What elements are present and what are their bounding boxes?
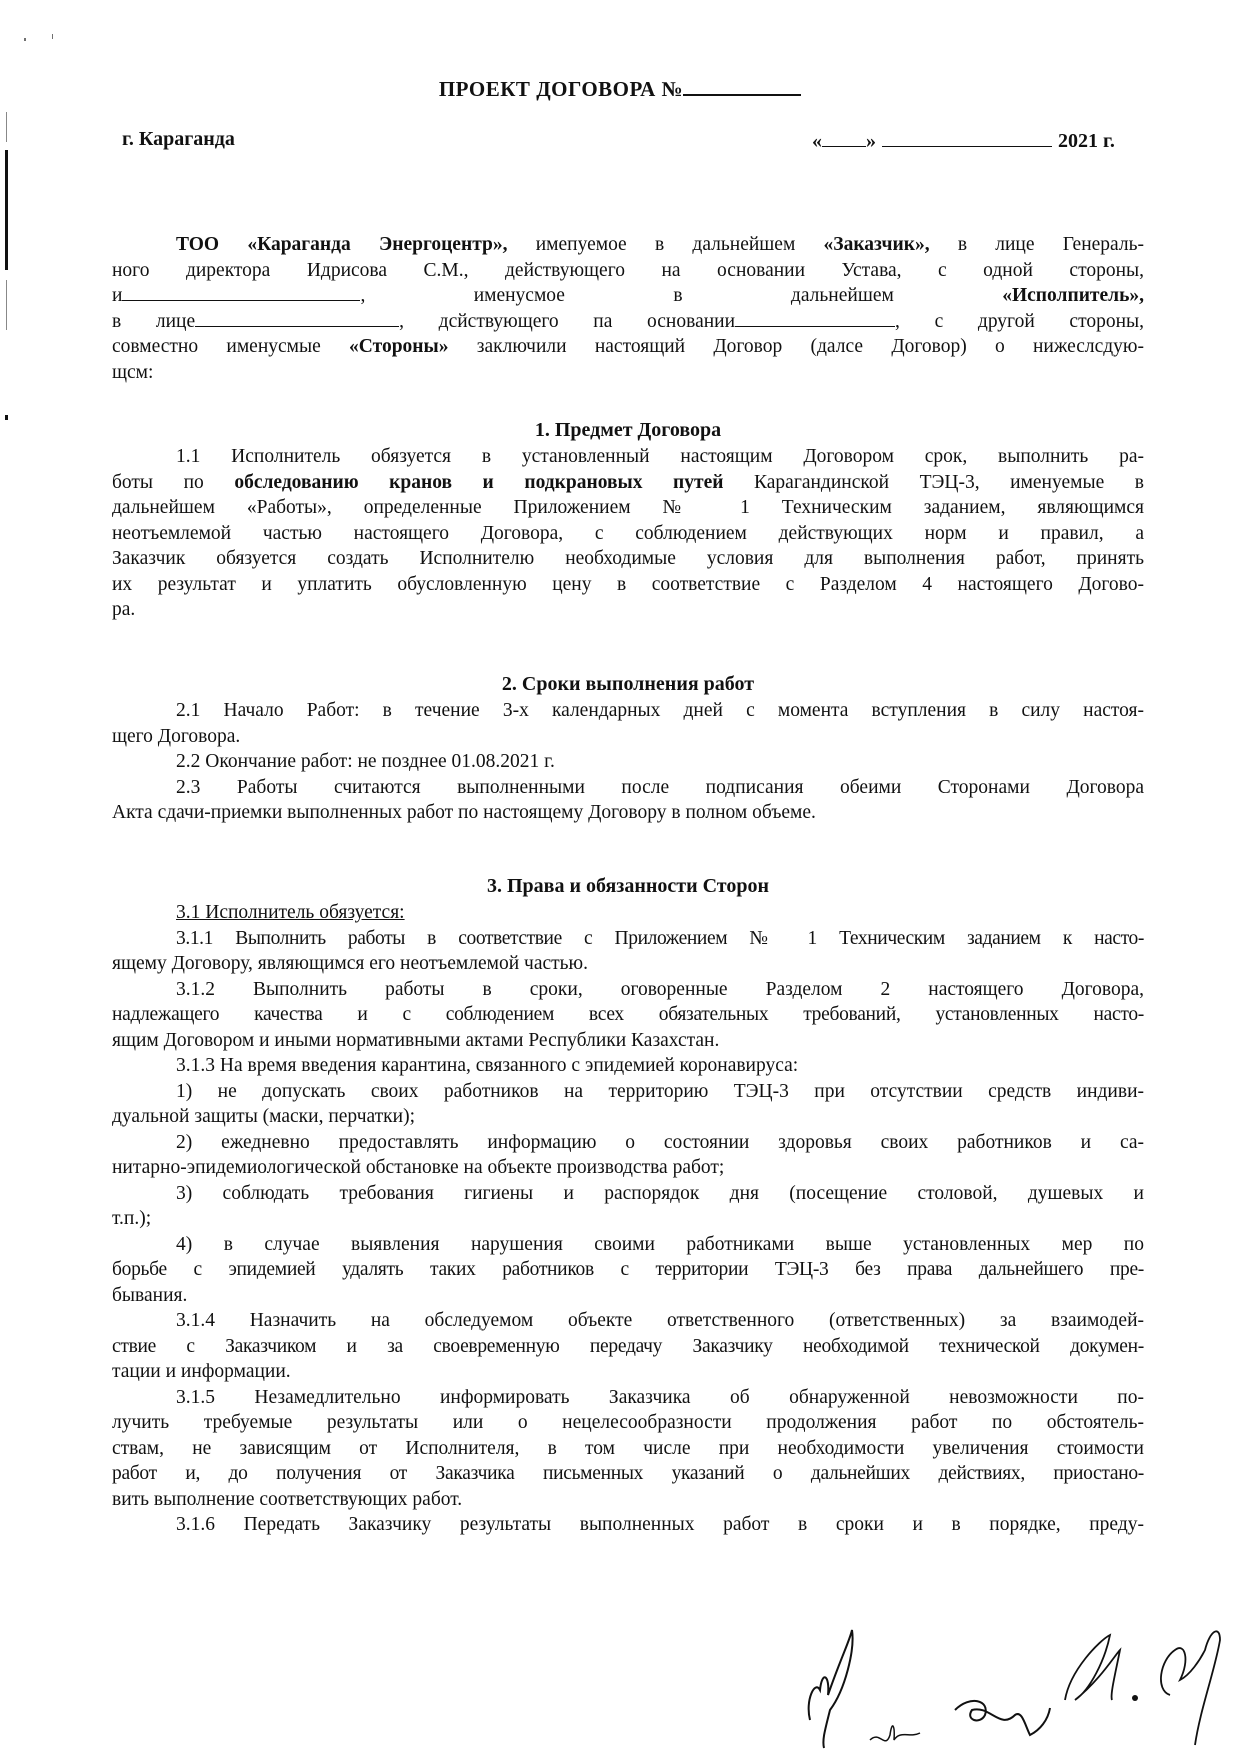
list-item-line: бывания. xyxy=(112,1284,188,1306)
clause-line: щего Договора. xyxy=(112,725,241,747)
section-heading: 3. Права и обязанности Сторон xyxy=(486,875,770,897)
clause-line: ра. xyxy=(112,599,136,620)
title-text: ПРОЕКТ ДОГОВОРА № xyxy=(438,77,684,101)
clause-line: Акта сдачи-приемки выполненных работ по настоящему Договору в полном объеме. xyxy=(112,802,816,823)
clause-line: работ и, до получения от Заказчика письменных указаний о дальнейших действиях, приостано- xyxy=(112,1463,1144,1484)
date-line: « » 2021 г. xyxy=(812,130,1115,152)
clause-line: Заказчик обязуется создать Исполнителю необходимые условия для выполнения работ, принять xyxy=(112,548,1144,569)
clause-line: 3.1.4 Назначить на обследуемом объекте ответственного (ответственных) за взаимодей- xyxy=(176,1310,1144,1331)
list-item-line: 1) не допускать своих работников на территорию ТЭЦ-3 при отсутствии средств индиви- xyxy=(176,1080,1144,1102)
clause-line: лучить требуемые результаты или о нецелесообразности продолжения работ по обстоятель- xyxy=(112,1412,1144,1433)
scan-artifact-speck xyxy=(52,34,53,39)
clause-line: 3.1.6 Передать Заказчику результаты выполненных работ в сроки и в порядке, преду- xyxy=(176,1514,1144,1535)
year-label: 2021 г. xyxy=(1058,130,1115,152)
clause-line: вить выполнение соответствующих работ. xyxy=(112,1488,463,1510)
scan-artifact-dots xyxy=(6,112,7,142)
clause-line: ящим Договором и иными нормативными актами Республики Казахстан. xyxy=(112,1029,720,1051)
clause-line: надлежащего качества и с соблюдением всех обязательных требований, установленных насто- xyxy=(112,1004,1144,1025)
document-title xyxy=(0,76,1240,102)
preamble-line: щсм: xyxy=(112,361,154,383)
signature-4-icon xyxy=(1060,1620,1240,1750)
list-item-line: борьбе с эпидемией удалять таких работников с территории ТЭЦ-3 без права дальнейшего пре- xyxy=(112,1259,1144,1280)
clause-line: 2.1 Начало Работ: в течение 3-х календарных дней с момента вступления в силу настоя- xyxy=(176,700,1144,721)
subsection-title: 3.1 Исполнитель обязуется: xyxy=(176,902,405,923)
clause-line: 3.1.1 Выполнить работы в соответствие с Приложением № 1 Техническим заданием к насто- xyxy=(176,927,1144,949)
scan-artifact-bar xyxy=(5,150,8,270)
preamble-line: в лице , дсйствующего па основании , с другой стороны, xyxy=(112,310,1144,332)
preamble-line: ТОО «Караганда Энергоцентр», имепуемое в дальнейшем «Заказчик», в лице Генераль- xyxy=(176,234,1144,255)
clause-line: 3.1.5 Незамедлительно информировать Заказчика об обнаруженной невозможности по- xyxy=(176,1386,1144,1408)
preamble-line: и , именусмое в дальнейшем «Исполпитель», xyxy=(112,285,1145,306)
scan-artifact-dots xyxy=(6,280,7,330)
clause-line: 1.1 Исполнитель обязуется в установленный настоящим Договором срок, выполнить ра- xyxy=(176,446,1144,467)
day-blank xyxy=(822,130,866,147)
clause-line: их результат и уплатить обусловленную цену в соответствие с Разделом 4 настоящего Догово- xyxy=(112,573,1144,595)
clause-line: ящему Договору, являющимся его неотъемлемой частью. xyxy=(112,953,588,974)
clause-line: дальнейшем «Работы», определенные Приложением № 1 Техническим заданием, являющимся xyxy=(112,497,1144,518)
preamble-line: ного директора Идрисова С.М., действующего на основании Устава, с одной стороны, xyxy=(112,259,1144,281)
preamble-line: совместно именусмые «Стороны» заключили настоящий Договор (далсе Договор) о нижеслсдую- xyxy=(112,336,1144,357)
clause-line: 2.2 Окончание работ: не позднее 01.08.2021 г. xyxy=(176,751,555,772)
clause-line: ствие с Заказчиком и за своевременную передачу Заказчику необходимой технической докумен- xyxy=(112,1335,1144,1357)
section-1 xyxy=(112,416,1144,623)
scan-artifact-speck xyxy=(24,38,26,41)
clause-line: 2.3 Работы считаются выполненными после подписания обеими Сторонами Договора xyxy=(176,776,1144,798)
section-heading: 1. Предмет Договора xyxy=(534,419,722,441)
clause-line: боты по обследованию кранов и подкрановых путей Карагандинской ТЭЦ-3, именуемые в xyxy=(112,471,1144,493)
list-item-line: 4) в случае выявления нарушения своими работниками выше установленных мер по xyxy=(176,1233,1144,1255)
list-item-line: т.п.); xyxy=(112,1208,152,1229)
list-item-line: 2) ежедневно предоставлять информацию о состоянии здоровья своих работников и са- xyxy=(176,1131,1144,1153)
clause-line: 3.1.2 Выполнить работы в сроки, оговоренные Разделом 2 настоящего Договора, xyxy=(176,978,1144,1000)
section-heading: 2. Сроки выполнения работ xyxy=(501,673,755,695)
list-item-line: нитарно-эпидемиологической обстановке на объекте производства работ; xyxy=(112,1157,725,1178)
section-2 xyxy=(112,670,1144,826)
clause-line: неотъемлемой частью настоящего Договора, с соблюдением действующих норм и правил, а xyxy=(112,522,1144,544)
scan-artifact-mark xyxy=(5,415,8,420)
clause-line: 3.1.3 На время введения карантина, связанного с эпидемией коронавируса: xyxy=(176,1055,799,1076)
city-label: г. Караганда xyxy=(122,128,235,150)
list-item-line: дуальной защиты (маски, перчатки); xyxy=(112,1106,415,1127)
signature-2-icon xyxy=(860,1700,930,1754)
contract-number-blank xyxy=(683,76,801,96)
clause-line: ствам, не зависящим от Исполнителя, в том числе при необходимости увеличения стоимости xyxy=(112,1437,1144,1459)
month-blank xyxy=(882,130,1052,147)
section-3 xyxy=(112,872,1144,1538)
preamble xyxy=(112,232,1144,385)
clause-line: тации и информации. xyxy=(112,1361,291,1382)
list-item-line: 3) соблюдать требования гигиены и распорядок дня (посещение столовой, душевых и xyxy=(176,1182,1144,1204)
signature-3-icon xyxy=(950,1690,1060,1750)
